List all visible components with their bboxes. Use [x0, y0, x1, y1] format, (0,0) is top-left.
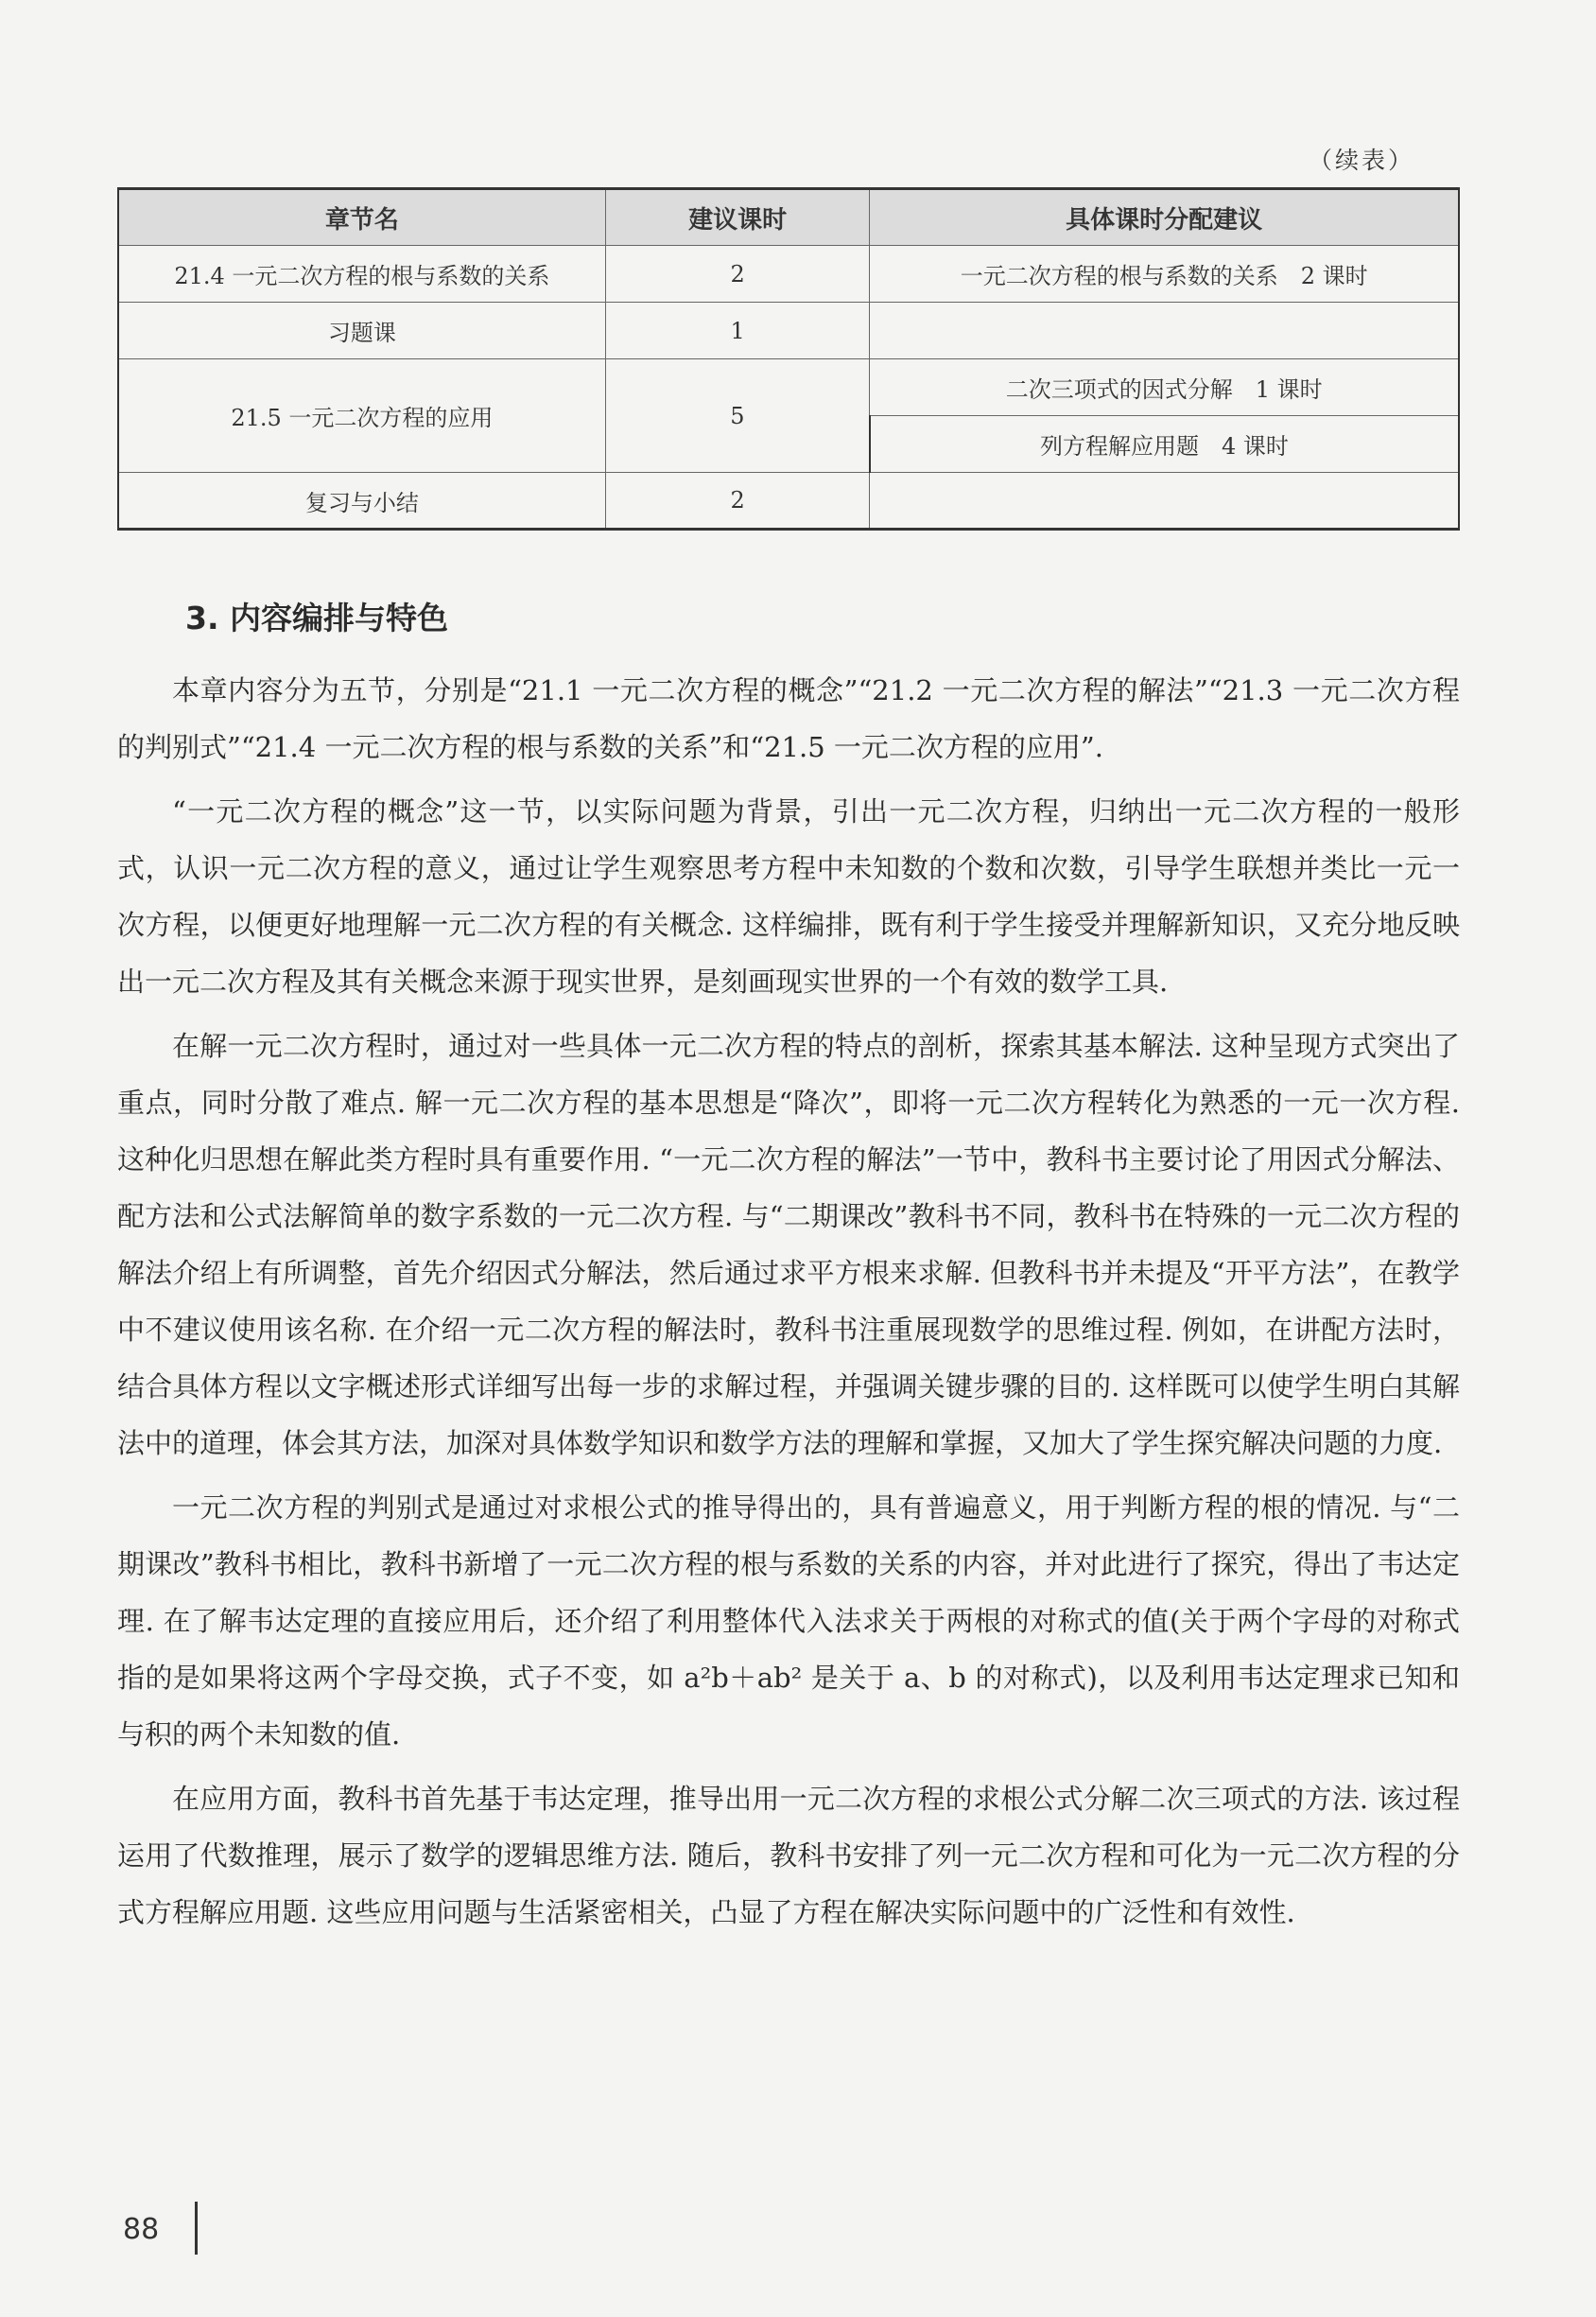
page-number: 88	[123, 2213, 160, 2246]
cell-hours: 5	[605, 359, 870, 473]
header-chapter: 章节名	[118, 189, 605, 246]
section-title: 3. 内容编排与特色	[185, 600, 448, 636]
header-hours: 建议课时	[605, 189, 870, 246]
paragraph: 在应用方面，教科书首先基于韦达定理，推导出用一元二次方程的求根公式分解二次三项式的方法. 该过程运用了代数推理，展示了数学的逻辑思维方法. 随后，教科书安排了列一元二次方程和可化为一元二次方程的分式方程解应用题. 这些应用问题与生活紧密相关，凸显了方程在解决实际问题中的广泛性和有效性.	[117, 1783, 1460, 1928]
cell-chapter: 复习与小结	[118, 473, 605, 530]
table-row	[118, 303, 1459, 359]
cell-chapter: 习题课	[118, 303, 605, 359]
table-header-row	[118, 189, 1459, 246]
continuation-label: （续表）	[1308, 147, 1414, 174]
cell-hours: 2	[605, 246, 870, 303]
paragraph: 一元二次方程的判别式是通过对求根公式的推导得出的，具有普遍意义，用于判断方程的根的情况. 与“二期课改”教科书相比，教科书新增了一元二次方程的根与系数的关系的内容，并对此进行了探究，得出了韦达定理. 在了解韦达定理的直接应用后，还介绍了利用整体代入法求关于两根的对称式的值(关于两个字母的对称式指的是如果将这两个字母交换，式子不变，如 a²b＋ab² 是关于 a、b 的对称式)，以及利用韦达定理求已知和与积的两个未知数的值.	[117, 1491, 1460, 1751]
cell-hours: 2	[605, 473, 870, 530]
table-row	[118, 359, 1459, 416]
lesson-schedule-table	[117, 187, 1460, 531]
page-number-rule	[195, 2202, 198, 2255]
cell-plan: 二次三项式的因式分解 1 课时	[870, 359, 1459, 416]
body-text	[117, 662, 1460, 1948]
cell-plan	[870, 473, 1459, 530]
table-row	[118, 246, 1459, 303]
cell-hours: 1	[605, 303, 870, 359]
table-row	[118, 473, 1459, 530]
cell-chapter: 21.4 一元二次方程的根与系数的关系	[118, 246, 605, 303]
header-plan: 具体课时分配建议	[870, 189, 1459, 246]
cell-plan	[870, 303, 1459, 359]
paragraph: 在解一元二次方程时，通过对一些具体一元二次方程的特点的剖析，探索其基本解法. 这种呈现方式突出了重点，同时分散了难点. 解一元二次方程的基本思想是“降次”，即将一元二次方程转化为熟悉的一元一次方程. 这种化归思想在解此类方程时具有重要作用. “一元二次方程的解法”一节中，教科书主要讨论了用因式分解法、配方法和公式法解简单的数字系数的一元二次方程. 与“二期课改”教科书不同，教科书在特殊的一元二次方程的解法介绍上有所调整，首先介绍因式分解法，然后通过求平方根来求解. 但教科书并未提及“开平方法”，在教学中不建议使用该名称. 在介绍一元二次方程的解法时，教科书注重展现数学的思维过程. 例如，在讲配方法时，结合具体方程以文字概述形式详细写出每一步的求解过程，并强调关键步骤的目的. 这样既可以使学生明白其解法中的道理，体会其方法，加深对具体数学知识和数学方法的理解和掌握，又加大了学生探究解决问题的力度.	[117, 1030, 1460, 1459]
cell-plan: 列方程解应用题 4 课时	[870, 416, 1459, 473]
cell-chapter: 21.5 一元二次方程的应用	[118, 359, 605, 473]
paragraph: 本章内容分为五节，分别是“21.1 一元二次方程的概念”“21.2 一元二次方程的解法”“21.3 一元二次方程的判别式”“21.4 一元二次方程的根与系数的关系”和“21.5 一元二次方程的应用”.	[117, 674, 1460, 763]
paragraph: “一元二次方程的概念”这一节，以实际问题为背景，引出一元二次方程，归纳出一元二次方程的一般形式，认识一元二次方程的意义，通过让学生观察思考方程中未知数的个数和次数，引导学生联想并类比一元一次方程，以便更好地理解一元二次方程的有关概念. 这样编排，既有利于学生接受并理解新知识，又充分地反映出一元二次方程及其有关概念来源于现实世界，是刻画现实世界的一个有效的数学工具.	[117, 795, 1460, 998]
cell-plan: 一元二次方程的根与系数的关系 2 课时	[870, 246, 1459, 303]
